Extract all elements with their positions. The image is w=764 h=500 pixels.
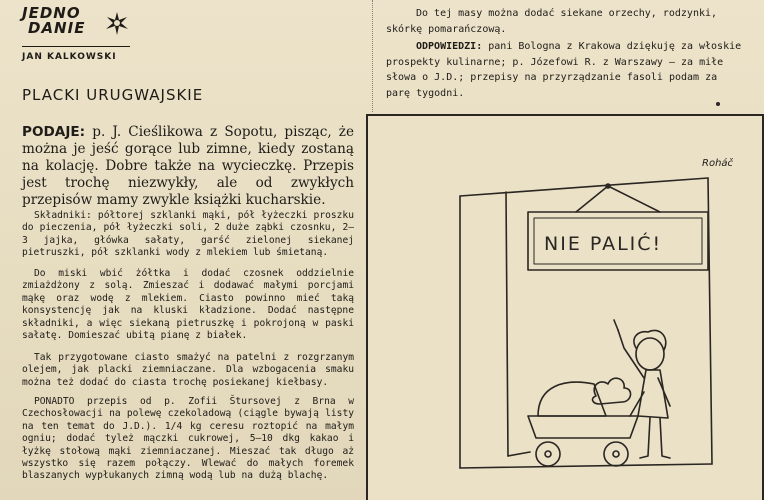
woman-head [636,338,664,370]
sign-string-left [576,186,608,212]
column-title-line2: DANIE [28,19,86,37]
lead-text: p. J. Cieślikowa z Sopotu, pisząc, że można je jeść gorące lub zimne, kiedy zostaną na kolację. Dobre także na wycieczkę. Przepis jest trochę niezwykły, ale od zwykłych przepisów mamy zwykle książki kucharskie. [22,124,355,208]
step1-paragraph [22,268,354,342]
end-mark [716,102,720,106]
pram-handle [630,392,644,416]
sign-string-right [608,186,660,212]
pram-hood [538,382,606,416]
answers-text: pani Bologna z Krakowa dziękuję za włoskie prospekty kulinarne; p. Józefowi R. z Warszawy — za miłe słowa o J.D.; przepisy na przyrządzanie fasoli podam za parę tygodni. [386,41,742,99]
pram-wheel-left [536,442,560,466]
sign-text: NIE PALIĆ! [544,233,663,255]
column-logo [22,6,130,68]
woman-hair [634,330,666,350]
right-column-text [386,6,746,101]
sign-hook [606,184,610,188]
floor-line [460,464,712,468]
woman-pointing-finger [614,320,618,330]
smoke-cloud [593,378,631,404]
door-frame-left [506,192,508,456]
cartoon-signature: Roháč [702,158,734,169]
extra-recipe-text: PONADTO przepis od p. Zofii Štursovej z Brna w Czechosłowacji na polewę czekoladową (ciągle bywają listy na ten temat do J.D.). 1/4 kg ceresu roztopić na małym ogniu; dodać tyleż mączki cukrowej, 5—10 dkg kakao i łyżkę stołową mąki ziemniaczanej. Mieszać tak długo aż wszystko się razem połączy. Wlewać do małych foremek blaszanych wypłukanych zimną wodą lub na dużą blachę. [22,396,354,482]
woman-left-leg [640,418,650,458]
woman-other-arm [658,378,670,406]
flower-icon [102,8,132,38]
column-title [22,6,85,36]
pram-hub-right [613,451,619,457]
article-title: PLACKI URUGWAJSKIE [22,86,204,104]
ingredients-text: Składniki: półtorej szklanki mąki, pół łyżeczki proszku do pieczenia, pół łyżeczki soli, 2 duże ząbki czosnku, 2—3 jajka, główka sałaty, garść zielonej siekanej pietruszki, pół szklanki wody z mlekiem lub śmietaną. [22,210,354,259]
article-lead [22,124,354,209]
logo-rule [22,46,130,47]
continuation-text: Do tej masy można dodać siekane orzechy, rodzynki, skórkę pomarańczową. [386,8,718,35]
ceiling-line [460,178,708,196]
pram-body [528,416,638,438]
cartoon-drawing [368,116,764,500]
woman-right-leg [660,418,670,458]
woman-raised-arm [618,330,644,378]
door-frame-bottom [508,452,530,456]
column-title-line1: JEDNO [22,4,81,22]
step2-text: Tak przygotowane ciasto smażyć na patelni z rozgrzanym olejem, jak placki ziemniaczane. Dla wzbogacenia smaku można też dodać do ciasta trochę posiekanej kiełbasy. [22,352,354,388]
ingredients-paragraph [22,210,354,260]
pram-wheel-right [604,442,628,466]
cartoon-frame [366,114,764,500]
lead-label: PODAJE: [22,124,86,140]
column-author: JAN KALKOWSKI [22,52,117,62]
step2-paragraph [22,352,354,389]
answers-label: ODPOWIEDZI: [416,41,483,52]
extra-recipe-paragraph [22,396,354,483]
column-divider [372,0,373,112]
step1-text: Do miski wbić żółtka i dodać czosnek oddzielnie zmiażdżony z solą. Zmieszać i dodawać małymi porcjami mąkę oraz wodę z mlekiem. Ciasto powinno mieć taką konsystencję jak na kluski kładzione. Dodać następne składniki, a więc siekaną pietruszkę i pokrojoną w paski sałatę. Domieszać ubitą pianę z białek. [22,268,354,342]
pram-hub-left [545,451,551,457]
answers-paragraph [386,39,746,101]
